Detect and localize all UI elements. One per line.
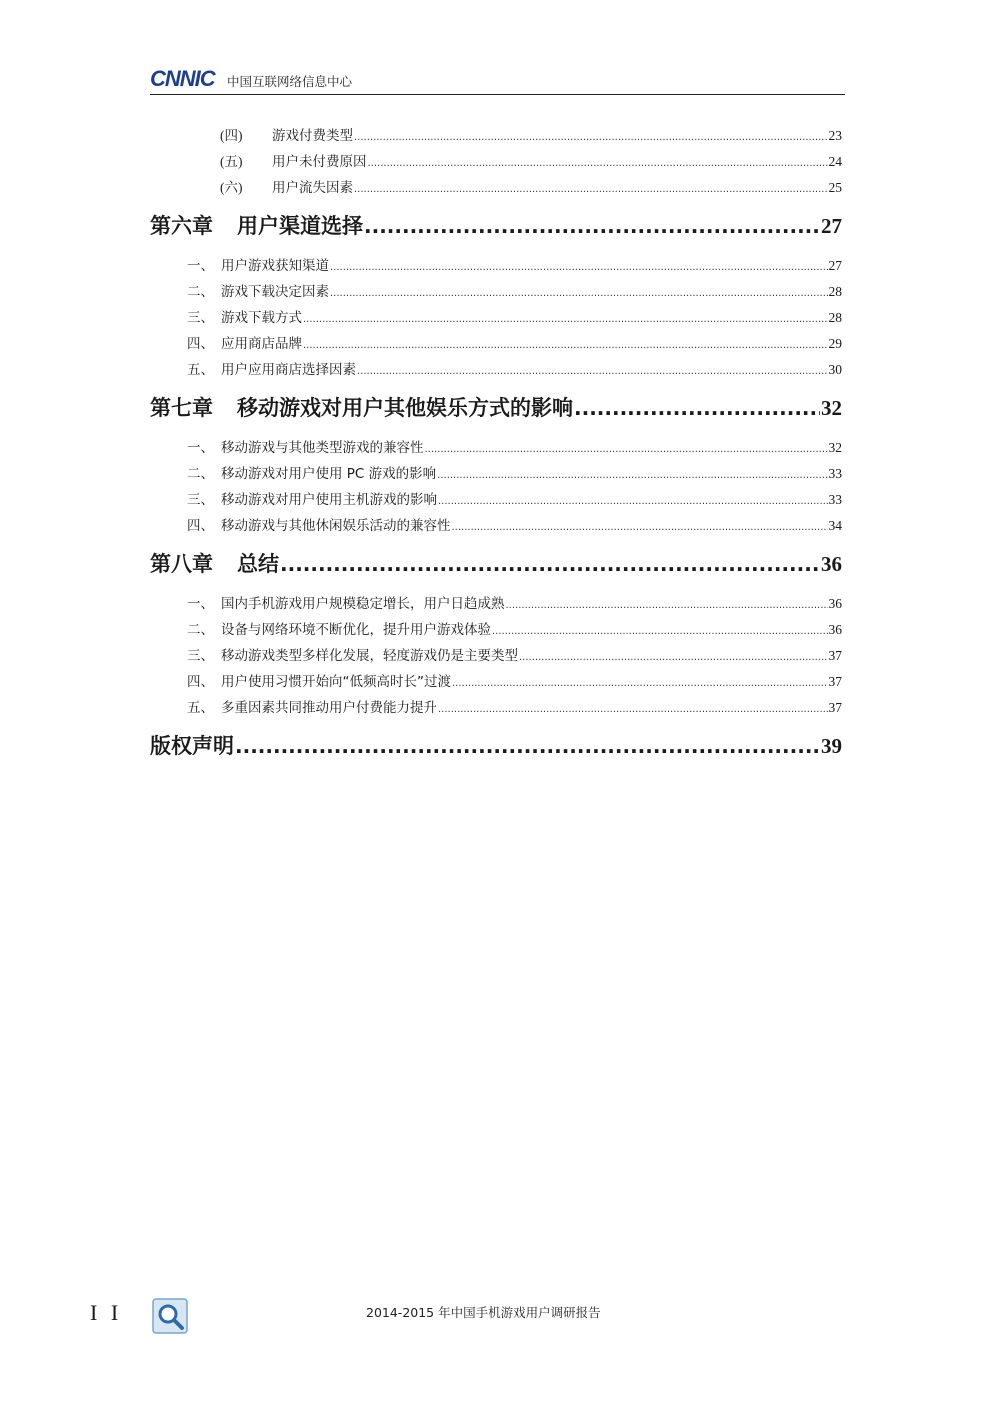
toc-page: 28 (828, 284, 842, 299)
toc-page: 33 (828, 492, 842, 507)
dot-leader (354, 180, 828, 196)
toc-page: 24 (828, 154, 842, 169)
toc-page: 37 (828, 700, 842, 715)
chapter-title: 移动游戏对用户其他娱乐方式的影响 (237, 396, 573, 420)
toc-page: 23 (828, 128, 842, 143)
dot-leader (492, 622, 828, 638)
chapter-title: 用户渠道选择 (237, 214, 363, 238)
chapter-number: 第七章 (150, 396, 213, 420)
toc-entry[interactable] (220, 150, 842, 170)
toc-chapter[interactable] (150, 548, 842, 578)
dot-leader (368, 154, 828, 170)
toc-page: 33 (828, 466, 842, 481)
toc-title: 应用商店品牌 (221, 336, 302, 352)
toc-page: 32 (828, 440, 842, 455)
dot-leader (452, 674, 828, 690)
toc-entry[interactable] (187, 488, 842, 508)
toc-page: 28 (828, 310, 842, 325)
toc-page: 29 (828, 336, 842, 351)
toc-title: 多重因素共同推动用户付费能力提升 (221, 700, 437, 716)
toc-number: 一、 (187, 258, 214, 274)
report-title: 2014-2015 年中国手机游戏用户调研报告 (366, 1305, 601, 1320)
dot-leader (437, 466, 827, 482)
toc-entry[interactable] (220, 124, 842, 144)
toc-title: 设备与网络环境不断优化，提升用户游戏体验 (221, 622, 491, 638)
toc-page: 34 (828, 518, 842, 533)
toc-page: 27 (828, 258, 842, 273)
toc-title: 移动游戏与其他休闲娱乐活动的兼容性 (221, 518, 451, 534)
chapter-title: 总结 (237, 552, 279, 576)
toc-page: 37 (828, 648, 842, 663)
toc-number: 四、 (187, 336, 214, 352)
toc-entry[interactable] (187, 670, 842, 690)
chapter-page: 32 (821, 396, 842, 420)
toc-entry[interactable] (187, 436, 842, 456)
toc-page: 36 (828, 622, 842, 637)
toc-entry[interactable] (187, 618, 842, 638)
toc-number: 三、 (187, 648, 214, 664)
dot-leader (438, 492, 828, 508)
toc-number: (四) (220, 128, 243, 143)
toc-entry[interactable] (187, 462, 842, 482)
toc-page: 36 (828, 596, 842, 611)
page-header (150, 64, 845, 95)
magnifier-icon (152, 1298, 188, 1334)
toc-entry[interactable] (187, 592, 842, 612)
dot-leader (330, 258, 828, 274)
toc-entry[interactable] (187, 514, 842, 534)
toc-chapter[interactable] (150, 392, 842, 422)
dot-leader (452, 518, 828, 534)
dot-leader (574, 396, 820, 420)
toc-title: 移动游戏与其他类型游戏的兼容性 (221, 440, 424, 456)
dot-leader (519, 648, 828, 664)
toc-number: 二、 (187, 622, 214, 638)
dot-leader (425, 440, 828, 456)
toc-chapter[interactable] (150, 210, 842, 240)
dot-leader (438, 700, 828, 716)
toc-number: (五) (220, 154, 243, 169)
toc-number: 四、 (187, 674, 214, 690)
toc-title: 国内手机游戏用户规模稳定增长，用户日趋成熟 (221, 596, 505, 612)
toc-number: 五、 (187, 700, 214, 716)
toc-title: 用户未付费原因 (272, 154, 367, 170)
toc-number: 二、 (187, 466, 214, 482)
chapter-page: 27 (821, 214, 842, 238)
dot-leader (235, 734, 820, 758)
chapter-number: 第六章 (150, 214, 213, 238)
toc-title: 用户流失因素 (272, 180, 353, 196)
dot-leader (303, 336, 828, 352)
toc-entry[interactable] (220, 176, 842, 196)
chapter-page: 36 (821, 552, 842, 576)
toc-chapter[interactable] (150, 730, 842, 760)
dot-leader (506, 596, 828, 612)
toc-entry[interactable] (187, 358, 842, 378)
dot-leader (303, 310, 828, 326)
toc-entry[interactable] (187, 280, 842, 300)
cnnic-logo: CNNIC (150, 66, 215, 91)
toc-title: 游戏下载决定因素 (221, 284, 329, 300)
toc-number: 一、 (187, 440, 214, 456)
toc-title: 用户游戏获知渠道 (221, 258, 329, 274)
toc-title: 用户使用习惯开始向“低频高时长”过渡 (221, 674, 451, 690)
org-name: 中国互联网络信息中心 (227, 74, 353, 89)
toc-entry[interactable] (187, 332, 842, 352)
dot-leader (364, 214, 820, 238)
chapter-title: 版权声明 (150, 734, 234, 758)
toc-page: 30 (828, 362, 842, 377)
toc-number: 二、 (187, 284, 214, 300)
toc-number: 三、 (187, 310, 214, 326)
toc-title: 游戏下载方式 (221, 310, 302, 326)
toc-page: 25 (828, 180, 842, 195)
toc-entry[interactable] (187, 644, 842, 664)
toc-title: 移动游戏对用户使用主机游戏的影响 (221, 492, 437, 508)
chapter-number: 第八章 (150, 552, 213, 576)
toc-title: 移动游戏类型多样化发展，轻度游戏仍是主要类型 (221, 648, 518, 664)
toc-entry[interactable] (187, 306, 842, 326)
toc-title: 用户应用商店选择因素 (221, 362, 356, 378)
toc-title: 游戏付费类型 (272, 128, 353, 144)
toc-page: 37 (828, 674, 842, 689)
toc-entry[interactable] (187, 254, 842, 274)
toc-number: 三、 (187, 492, 214, 508)
toc-entry[interactable] (187, 696, 842, 716)
toc-number: (六) (220, 180, 243, 195)
toc-number: 五、 (187, 362, 214, 378)
toc-number: 一、 (187, 596, 214, 612)
dot-leader (280, 552, 820, 576)
chapter-page: 39 (821, 734, 842, 758)
dot-leader (354, 128, 828, 144)
dot-leader (330, 284, 828, 300)
dot-leader (357, 362, 828, 378)
toc-number: 四、 (187, 518, 214, 534)
page-number: I I (90, 1300, 123, 1325)
toc-title: 移动游戏对用户使用 PC 游戏的影响 (221, 466, 437, 482)
